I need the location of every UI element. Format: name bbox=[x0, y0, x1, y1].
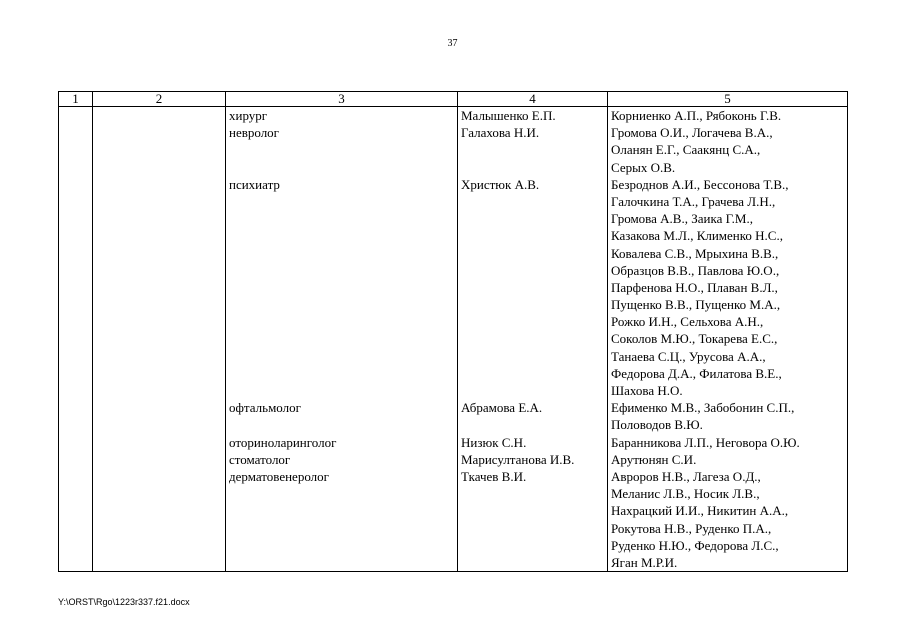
member-names-line: Ефименко М.В., Забобонин С.П., bbox=[611, 400, 795, 416]
member-names-line: Половодов В.Ю. bbox=[611, 417, 703, 433]
member-names-line: Пущенко В.В., Пущенко М.А., bbox=[611, 297, 781, 313]
specialty-label: хирург bbox=[229, 108, 268, 123]
spacer-line bbox=[229, 210, 454, 227]
spacer-line bbox=[229, 245, 454, 262]
cell-col1 bbox=[59, 107, 93, 572]
spacer-line bbox=[461, 502, 604, 519]
member-names-line: Рожко И.Н., Сельхова А.Н., bbox=[611, 314, 764, 330]
spacer-line bbox=[229, 227, 454, 244]
member-names-line: Яган М.Р.И. bbox=[611, 554, 678, 570]
member-names-line: Ковалева С.В., Мрыхина В.В., bbox=[611, 245, 779, 261]
specialists-table bbox=[58, 91, 848, 572]
spacer-line bbox=[229, 520, 454, 537]
spacer-line bbox=[229, 416, 454, 433]
specialty-label: дерматовенеролог bbox=[229, 468, 329, 484]
spacer-line bbox=[229, 159, 454, 176]
head-specialist-name: Абрамова Е.А. bbox=[461, 400, 543, 416]
member-names-line: Меланис Л.В., Носик Л.В., bbox=[611, 486, 760, 502]
head-specialist-name: Малышенко Е.П. bbox=[461, 108, 556, 123]
member-names-line: Оланян Е.Г., Саакянц С.А., bbox=[611, 142, 761, 158]
spacer-line bbox=[461, 520, 604, 537]
column-header-3: 3 bbox=[226, 92, 458, 107]
spacer-line bbox=[229, 330, 454, 347]
member-names-line: Арутюнян С.И. bbox=[611, 451, 697, 467]
specialty-label: невролог bbox=[229, 125, 280, 141]
spacer-line bbox=[461, 348, 604, 365]
specialty-label: оториноларинголог bbox=[229, 434, 337, 450]
spacer-line bbox=[461, 330, 604, 347]
spacer-line bbox=[461, 141, 604, 158]
member-names-line: Шахова Н.О. bbox=[611, 383, 683, 398]
specialty-column bbox=[226, 107, 458, 572]
spacer-line bbox=[461, 313, 604, 330]
page-number: 37 bbox=[447, 38, 458, 49]
cell-col2 bbox=[93, 107, 226, 572]
member-names-line: Серых О.В. bbox=[611, 159, 676, 175]
specialty-label: психиатр bbox=[229, 176, 280, 192]
spacer-line bbox=[461, 159, 604, 176]
spacer-line bbox=[229, 382, 454, 399]
column-header-2: 2 bbox=[93, 92, 226, 107]
column-header-5: 5 bbox=[608, 92, 848, 107]
spacer-line bbox=[229, 262, 454, 279]
column-header-1: 1 bbox=[59, 92, 93, 107]
member-names-line: Авроров Н.В., Лагеза О.Д., bbox=[611, 468, 761, 484]
spacer-line bbox=[461, 227, 604, 244]
file-path-footer: Y:\ORST\Rgo\1223r337.f21.docx bbox=[58, 597, 190, 607]
member-names-line: Руденко Н.Ю., Федорова Л.С., bbox=[611, 537, 779, 553]
header-row bbox=[59, 92, 848, 107]
member-names-line: Нахрацкий И.И., Никитин А.А., bbox=[611, 503, 789, 519]
spacer-line bbox=[461, 245, 604, 262]
spacer-line bbox=[461, 537, 604, 554]
head-specialist-name: Ткачев В.И. bbox=[461, 468, 527, 484]
spacer-line bbox=[229, 193, 454, 210]
spacer-line bbox=[229, 537, 454, 554]
spacer-line bbox=[229, 296, 454, 313]
spacer-line bbox=[229, 502, 454, 519]
spacer-line bbox=[229, 313, 454, 330]
member-names-line: Безроднов А.И., Бессонова Т.В., bbox=[611, 176, 789, 192]
member-names-line: Образцов В.В., Павлова Ю.О., bbox=[611, 262, 780, 278]
member-names-line: Парфенова Н.О., Плаван В.Л., bbox=[611, 279, 778, 295]
member-names-line: Громова О.И., Логачева В.А., bbox=[611, 125, 773, 141]
spacer-line bbox=[461, 416, 604, 433]
spacer-line bbox=[461, 210, 604, 227]
head-specialist-name: Марисултанова И.В. bbox=[461, 451, 575, 467]
spacer-line bbox=[461, 485, 604, 502]
spacer-line bbox=[229, 141, 454, 158]
members-column bbox=[608, 107, 848, 572]
specialty-label: офтальмолог bbox=[229, 400, 301, 416]
member-names-line: Галочкина Т.А., Грачева Л.Н., bbox=[611, 193, 776, 209]
spacer-line bbox=[229, 554, 454, 571]
column-header-4: 4 bbox=[458, 92, 608, 107]
spacer-line bbox=[229, 485, 454, 502]
member-names-line: Казакова М.Л., Клименко Н.С., bbox=[611, 228, 783, 244]
spacer-line bbox=[229, 365, 454, 382]
member-names-line: Соколов М.Ю., Токарева Е.С., bbox=[611, 331, 778, 347]
spacer-line bbox=[229, 279, 454, 296]
spacer-line bbox=[461, 296, 604, 313]
specialty-label: стоматолог bbox=[229, 451, 291, 467]
head-specialist-name: Галахова Н.И. bbox=[461, 125, 540, 141]
member-names-line: Танаева С.Ц., Урусова А.А., bbox=[611, 348, 766, 364]
spacer-line bbox=[461, 365, 604, 382]
table-row bbox=[59, 107, 848, 572]
member-names-line: Рокутова Н.В., Руденко П.А., bbox=[611, 520, 772, 536]
member-names-line: Громова А.В., Заика Г.М., bbox=[611, 211, 753, 227]
member-names-line: Корниенко А.П., Рябоконь Г.В. bbox=[611, 108, 782, 123]
member-names-line: Баранникова Л.П., Неговора О.Ю. bbox=[611, 434, 800, 450]
spacer-line bbox=[461, 279, 604, 296]
head-specialist-name: Низюк С.Н. bbox=[461, 434, 527, 450]
member-names-line: Федорова Д.А., Филатова В.Е., bbox=[611, 365, 782, 381]
spacer-line bbox=[461, 193, 604, 210]
spacer-line bbox=[461, 554, 604, 571]
spacer-line bbox=[229, 348, 454, 365]
spacer-line bbox=[461, 382, 604, 399]
head-specialist-name: Христюк А.В. bbox=[461, 176, 540, 192]
head-column bbox=[458, 107, 608, 572]
spacer-line bbox=[461, 262, 604, 279]
